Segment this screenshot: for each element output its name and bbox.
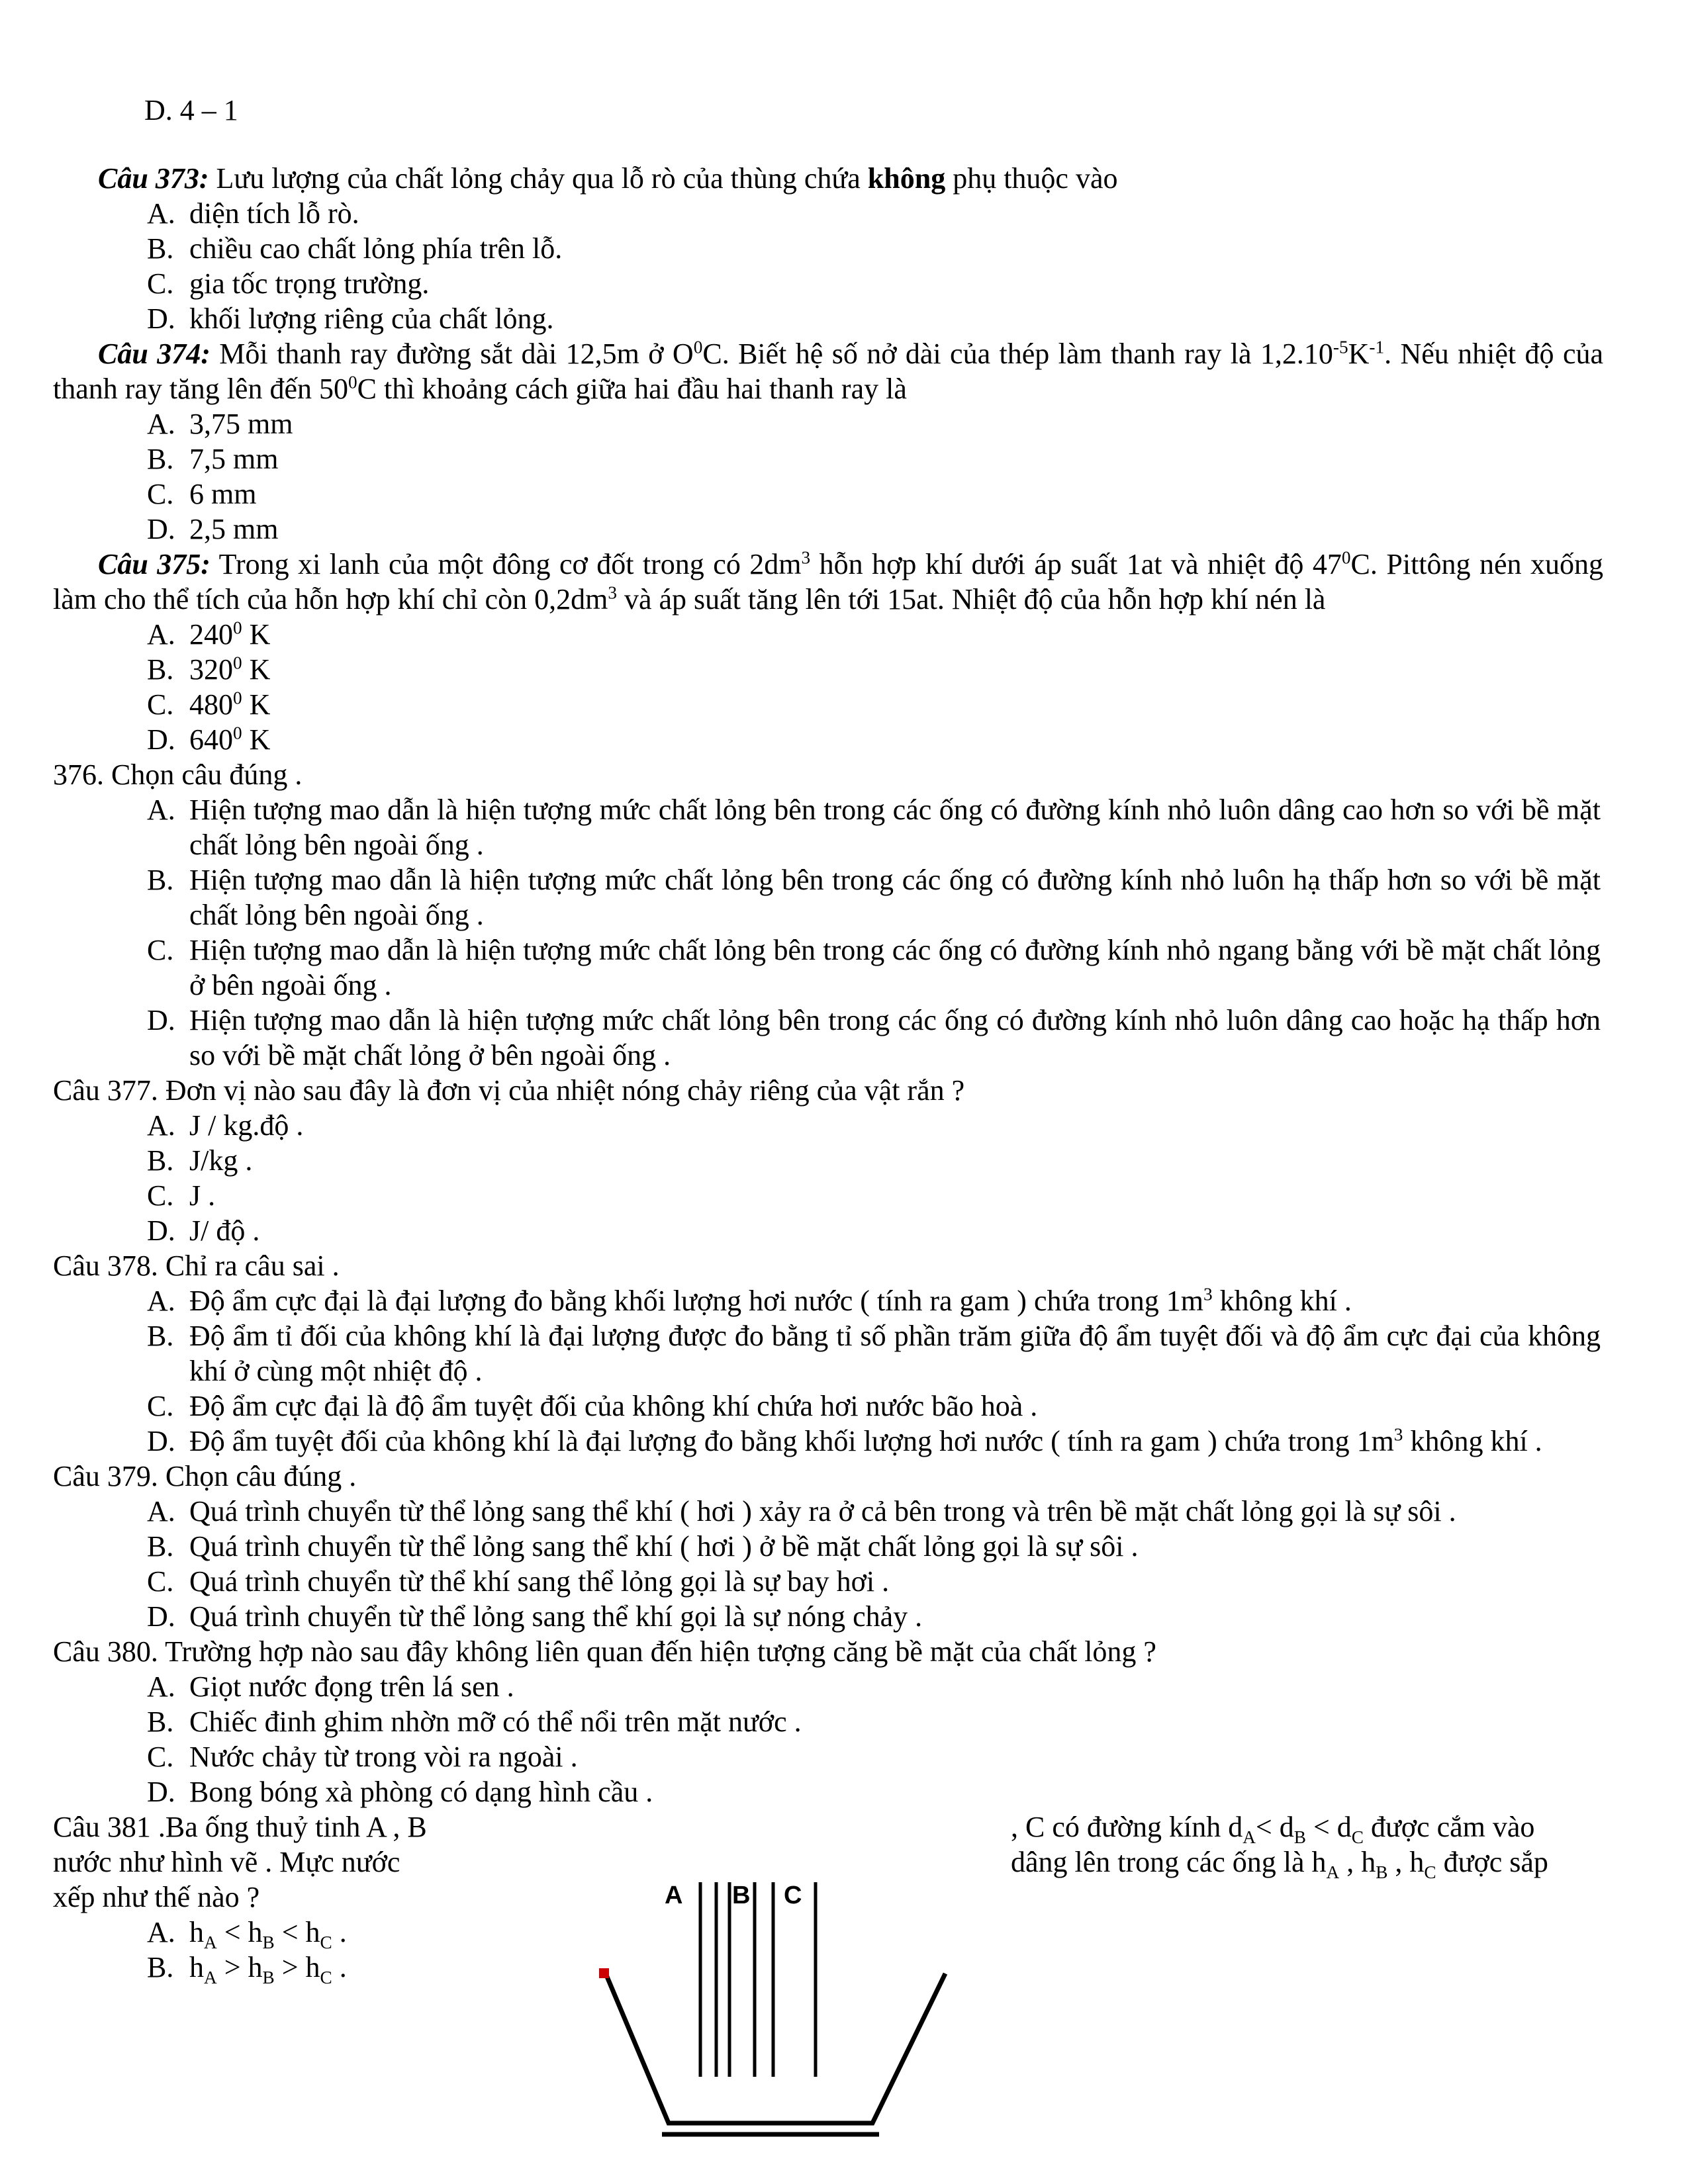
text-segment: và áp suất tăng lên tới 15at. Nhiệt độ của hỗn hợp khí nén là — [616, 583, 1326, 615]
question-377-block — [53, 1073, 1603, 1248]
subscript: C — [320, 1967, 332, 1987]
option-text — [189, 862, 1603, 933]
answer-option — [147, 617, 1603, 652]
option-letter: A. — [147, 1285, 175, 1317]
option-letter: B. — [147, 864, 174, 896]
text-segment: > h — [216, 1951, 263, 1983]
answer-option — [147, 1494, 1603, 1529]
option-letter: C. — [147, 1390, 174, 1422]
answer-option — [147, 1213, 1603, 1248]
superscript: 3 — [608, 582, 617, 603]
option-text — [189, 1669, 1603, 1704]
subscript: C — [1424, 1862, 1436, 1882]
text-segment: < h — [274, 1916, 320, 1948]
option-text — [189, 231, 1603, 266]
text-segment: phụ thuộc vào — [945, 162, 1118, 195]
option-text — [189, 406, 1603, 441]
text-segment: gia tốc trọng trường. — [189, 267, 430, 300]
question-text-right — [1011, 1844, 1548, 1880]
answer-option — [147, 1318, 1603, 1388]
text-segment: . — [332, 1951, 347, 1983]
option-letter: B. — [147, 1530, 174, 1563]
text-segment: khối lượng riêng của chất lỏng. — [189, 302, 554, 335]
capillary-figure-svg — [596, 1856, 966, 2140]
text-segment: Độ ẩm tuyệt đối của không khí là đại lượng đo bằng khối lượng hơi nước ( tính ra gam ) chứa trong 1m — [189, 1425, 1394, 1457]
option-letter: A. — [147, 1916, 175, 1948]
question-374-block — [53, 336, 1603, 547]
option-letter: D. — [147, 1600, 175, 1633]
text-segment: Bong bóng xà phòng có dạng hình cầu . — [189, 1776, 653, 1808]
text-segment: J/ độ . — [189, 1214, 260, 1247]
text-segment: h — [189, 1916, 204, 1948]
option-text — [189, 1424, 1603, 1459]
text-segment: Câu 375: — [98, 548, 211, 580]
water-container — [606, 1974, 945, 2123]
answer-option — [147, 301, 1603, 336]
superscript: 0 — [348, 372, 357, 392]
text-segment: được sắp — [1436, 1846, 1548, 1878]
text-segment: Trong xi lanh của một đông cơ đốt trong có 2dm — [210, 548, 802, 580]
text-segment: 240 — [189, 618, 233, 651]
option-text — [189, 1143, 1603, 1178]
question-376-block — [53, 757, 1603, 1073]
text-segment: h — [189, 1951, 204, 1983]
answer-option — [147, 477, 1603, 512]
option-letter: C. — [147, 688, 174, 721]
question-380-block — [53, 1634, 1603, 1809]
question-376-stem — [53, 757, 1603, 792]
question-text-left — [53, 1846, 400, 1878]
option-letter: C. — [147, 1179, 174, 1212]
subscript: B — [262, 1967, 275, 1987]
text-segment: Câu 380. Trường hợp nào sau đây không liên quan đến hiện tượng căng bề mặt của chất lỏng ? — [53, 1635, 1156, 1668]
text-segment: Nước chảy từ trong vòi ra ngoài . — [189, 1741, 578, 1773]
answer-option — [147, 722, 1603, 757]
subscript: A — [1243, 1827, 1256, 1847]
text-segment: Quá trình chuyển từ thể khí sang thể lỏng gọi là sự bay hơi . — [189, 1565, 890, 1598]
option-letter: D. — [147, 513, 175, 545]
answer-option — [147, 1669, 1603, 1704]
option-text — [189, 1529, 1603, 1564]
question-text-left — [53, 1881, 259, 1913]
option-text — [189, 1283, 1603, 1318]
answer-option — [147, 1774, 1603, 1809]
text-segment: K — [1348, 338, 1370, 370]
text-segment: Câu 379. Chọn câu đúng . — [53, 1460, 357, 1492]
option-letter: D. — [147, 302, 175, 335]
questions — [53, 161, 1603, 1985]
answer-option — [147, 687, 1603, 722]
text-segment: Mỗi thanh ray đường sắt dài 12,5m ở O — [210, 338, 694, 370]
text-segment: C. Biết hệ số nở dài của thép làm thanh ray là 1,2.10 — [702, 338, 1333, 370]
text-segment: 320 — [189, 653, 233, 686]
superscript: 3 — [801, 547, 811, 568]
option-text — [189, 652, 1603, 687]
answer-option — [147, 1003, 1603, 1073]
capillary-figure — [596, 1856, 966, 2140]
text-segment: Câu 381 .Ba ống thuỷ tinh A , B — [53, 1811, 427, 1843]
option-letter: C. — [147, 934, 174, 966]
text-segment: K — [242, 723, 271, 756]
answer-option — [147, 862, 1603, 933]
text-segment: Câu 378. Chỉ ra câu sai . — [53, 1250, 340, 1282]
text-segment: hỗn hợp khí dưới áp suất 1at và nhiệt độ 47 — [810, 548, 1342, 580]
text-segment: Quá trình chuyển từ thể lỏng sang thể khí gọi là sự nóng chảy . — [189, 1600, 923, 1633]
text-segment: Hiện tượng mao dẫn là hiện tượng mức chất lỏng bên trong các ống có đường kính nhỏ luôn hạ thấp hơn so với bề mặt chất lỏng bên ngoài ống . — [189, 864, 1601, 931]
question-379-stem — [53, 1459, 1603, 1494]
option-text — [189, 792, 1603, 862]
superscript: 0 — [693, 337, 703, 357]
text-segment: < d — [1255, 1811, 1294, 1843]
text-segment: 376. Chọn câu đúng . — [53, 758, 303, 791]
option-letter: B. — [147, 1144, 174, 1177]
question-377-stem — [53, 1073, 1603, 1108]
question-text-left — [53, 1811, 427, 1843]
text-segment: J/kg . — [189, 1144, 253, 1177]
question-373-stem — [53, 161, 1603, 196]
superscript: 3 — [1393, 1424, 1403, 1445]
option-text — [189, 1739, 1603, 1774]
subscript: B — [1293, 1827, 1306, 1847]
text-segment: Câu 377. Đơn vị nào sau đây là đơn vị của nhiệt nóng chảy riêng của vật rắn ? — [53, 1074, 965, 1107]
option-text — [189, 1774, 1603, 1809]
stray-answer-line: D. 4 – 1 — [144, 94, 238, 126]
text-segment: > h — [274, 1951, 320, 1983]
option-text — [189, 1108, 1603, 1143]
option-letter: B. — [147, 1951, 174, 1983]
option-text — [189, 617, 1603, 652]
text-segment: Quá trình chuyển từ thể lỏng sang thể khí ( hơi ) ở bề mặt chất lỏng gọi là sự sôi . — [189, 1530, 1139, 1563]
question-379-block — [53, 1459, 1603, 1634]
text-segment: J . — [189, 1179, 216, 1212]
option-letter: A. — [147, 1670, 175, 1703]
text-segment: 3,75 mm — [189, 408, 293, 440]
text-segment: K — [242, 653, 271, 686]
option-text — [189, 1178, 1603, 1213]
text-segment: 480 — [189, 688, 233, 721]
option-letter: D. — [147, 723, 175, 756]
text-segment: Hiện tượng mao dẫn là hiện tượng mức chất lỏng bên trong các ống có đường kính nhỏ ngang bằng với bề mặt chất lỏng ở bên ngoài ống . — [189, 934, 1601, 1001]
text-segment: . — [332, 1916, 347, 1948]
text-segment: K — [242, 688, 271, 721]
superscript: 0 — [233, 653, 242, 673]
text-segment: Chiếc đinh ghim nhờn mỡ có thể nổi trên mặt nước . — [189, 1706, 802, 1738]
answer-option — [147, 231, 1603, 266]
text-segment: < d — [1305, 1811, 1352, 1843]
question-381-line — [53, 1809, 1603, 1847]
text-segment: dâng lên trong các ống là h — [1011, 1846, 1327, 1878]
text-segment: K — [242, 618, 271, 651]
option-text — [189, 196, 1603, 231]
option-text — [189, 1213, 1603, 1248]
option-letter: C. — [147, 1741, 174, 1773]
text-segment: C thì khoảng cách giữa hai đầu hai thanh ray là — [357, 373, 907, 405]
text-segment: , h — [1387, 1846, 1425, 1878]
option-text — [189, 1704, 1603, 1739]
subscript: A — [1326, 1862, 1340, 1882]
option-letter: B. — [147, 1706, 174, 1738]
text-segment: diện tích lỗ rò. — [189, 197, 359, 230]
option-letter: D. — [147, 1004, 175, 1036]
superscript: -5 — [1333, 337, 1348, 357]
text-segment: không — [867, 162, 946, 195]
option-letter: D. — [147, 1425, 175, 1457]
option-text — [189, 1388, 1603, 1424]
answer-option — [147, 933, 1603, 1003]
option-letter: D. — [147, 1214, 175, 1247]
answer-option — [147, 1739, 1603, 1774]
option-letter: A. — [147, 1109, 175, 1142]
text-segment: J / kg.độ . — [189, 1109, 304, 1142]
option-letter: D. — [147, 1776, 175, 1808]
question-text-right — [1011, 1809, 1535, 1847]
option-text — [189, 477, 1603, 512]
option-text — [189, 722, 1603, 757]
answer-option — [147, 1599, 1603, 1634]
superscript: 3 — [1203, 1284, 1213, 1304]
text-segment: 2,5 mm — [189, 513, 279, 545]
answer-option — [147, 792, 1603, 862]
answer-option — [147, 441, 1603, 477]
option-letter: B. — [147, 443, 174, 475]
option-letter: A. — [147, 1495, 175, 1527]
question-374-stem — [53, 336, 1603, 406]
text-segment: , C có đường kính d — [1011, 1811, 1243, 1843]
tube-label-a: A — [665, 1882, 683, 1909]
text-segment: Quá trình chuyển từ thể lỏng sang thể khí ( hơi ) xảy ra ở cả bên trong và trên bề mặt chất lỏng gọi là sự sôi . — [189, 1495, 1456, 1527]
option-letter: A. — [147, 408, 175, 440]
answer-option — [147, 1143, 1603, 1178]
question-373-block — [53, 161, 1603, 336]
option-letter: A. — [147, 794, 175, 826]
tube-label-c: C — [784, 1882, 802, 1909]
text-segment: không khí . — [1403, 1425, 1542, 1457]
text-segment: xếp như thế nào ? — [53, 1881, 260, 1913]
text-segment: Lưu lượng của chất lỏng chảy qua lỗ rò của thùng chứa — [209, 162, 868, 195]
question-378-block — [53, 1248, 1603, 1459]
option-letter: B. — [147, 232, 174, 265]
text-segment: Độ ẩm cực đại là đại lượng đo bằng khối lượng hơi nước ( tính ra gam ) chứa trong 1m — [189, 1285, 1203, 1317]
option-letter: A. — [147, 197, 175, 230]
red-marker-icon — [599, 1968, 609, 1978]
answer-option — [147, 512, 1603, 547]
text-segment: Giọt nước đọng trên lá sen . — [189, 1670, 514, 1703]
subscript: B — [262, 1932, 275, 1952]
option-text — [189, 1318, 1603, 1388]
superscript: 0 — [233, 723, 242, 743]
subscript: B — [1376, 1862, 1388, 1882]
option-letter: C. — [147, 1565, 174, 1598]
text-segment: Hiện tượng mao dẫn là hiện tượng mức chất lỏng bên trong các ống có đường kính nhỏ luôn dâng cao hoặc hạ thấp hơn so với bề mặt chất lỏng ở bên ngoài ống . — [189, 1004, 1601, 1071]
text-segment: C. Pittông nén xuống làm cho thể tích của hỗn hợp khí chỉ còn 0,2dm — [53, 548, 1603, 615]
text-segment: , h — [1339, 1846, 1376, 1878]
text-segment: Hiện tượng mao dẫn là hiện tượng mức chất lỏng bên trong các ống có đường kính nhỏ luôn dâng cao hơn so với bề mặt chất lỏng bên ngoài ống . — [189, 794, 1601, 861]
text-segment: Độ ẩm tỉ đối của không khí là đại lượng được đo bằng tỉ số phần trăm giữa độ ẩm tuyệt đối và độ ẩm cực đại của không khí ở cùng một nhiệt độ . — [189, 1320, 1601, 1387]
answer-option — [147, 1564, 1603, 1599]
text-segment: được cắm vào — [1363, 1811, 1535, 1843]
subscript: A — [204, 1967, 217, 1987]
text-segment: Câu 374: — [98, 338, 211, 370]
answer-option — [147, 1704, 1603, 1739]
subscript: C — [320, 1932, 332, 1952]
answer-option — [147, 1529, 1603, 1564]
text-segment: 6 mm — [189, 478, 257, 510]
answer-option — [147, 1178, 1603, 1213]
answer-option — [147, 652, 1603, 687]
text-segment: nước như hình vẽ . Mực nước — [53, 1846, 400, 1878]
superscript: 0 — [233, 617, 242, 638]
text-segment: 640 — [189, 723, 233, 756]
superscript: 0 — [1341, 547, 1351, 568]
answer-option — [147, 1283, 1603, 1318]
option-text — [189, 441, 1603, 477]
option-letter: B. — [147, 653, 174, 686]
answer-option — [147, 1108, 1603, 1143]
text-segment: chiều cao chất lỏng phía trên lỗ. — [189, 232, 563, 265]
question-380-stem — [53, 1634, 1603, 1669]
option-letter: C. — [147, 267, 174, 300]
option-letter: A. — [147, 618, 175, 651]
text-segment: không khí . — [1212, 1285, 1352, 1317]
answer-option — [147, 406, 1603, 441]
subscript: C — [1351, 1827, 1364, 1847]
answer-option — [147, 196, 1603, 231]
question-375-stem — [53, 547, 1603, 617]
option-text — [189, 1599, 1603, 1634]
answer-option — [147, 1388, 1603, 1424]
answer-option — [147, 1424, 1603, 1459]
subscript: A — [204, 1932, 217, 1952]
superscript: -1 — [1369, 337, 1385, 357]
option-text — [189, 301, 1603, 336]
tube-label-b: B — [732, 1882, 751, 1909]
question-378-stem — [53, 1248, 1603, 1283]
text-segment: 7,5 mm — [189, 443, 279, 475]
text-segment: < h — [216, 1916, 263, 1948]
text-segment: . Nếu nhiệt độ của thanh ray tăng lên đến 50 — [53, 338, 1604, 405]
text-segment: Câu 373: — [98, 162, 209, 195]
option-text — [189, 512, 1603, 547]
option-text — [189, 1003, 1603, 1073]
answer-option — [147, 266, 1603, 301]
option-text — [189, 1564, 1603, 1599]
option-text — [189, 687, 1603, 722]
option-text — [189, 266, 1603, 301]
option-text — [189, 933, 1603, 1003]
question-375-block — [53, 547, 1603, 757]
text-segment: Độ ẩm cực đại là độ ẩm tuyệt đối của không khí chứa hơi nước bão hoà . — [189, 1390, 1038, 1422]
superscript: 0 — [233, 688, 242, 708]
option-letter: C. — [147, 478, 174, 510]
option-letter: B. — [147, 1320, 174, 1352]
option-text — [189, 1494, 1603, 1529]
